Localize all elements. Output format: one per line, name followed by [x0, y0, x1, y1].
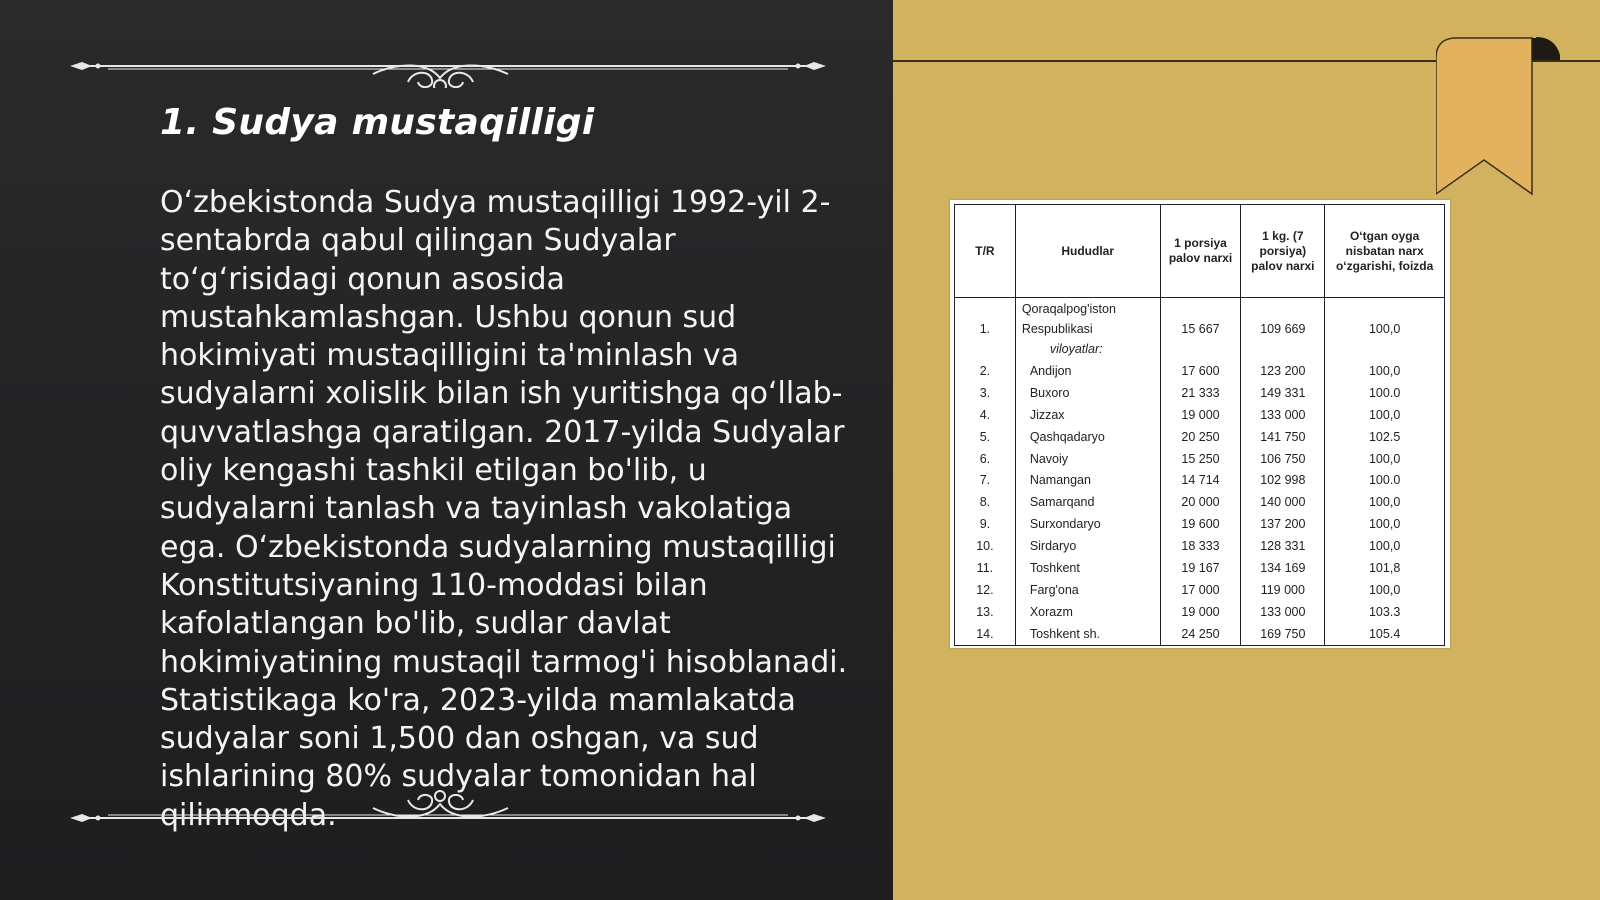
kg-price: 109 669 — [1241, 298, 1325, 361]
price-change: 102.5 — [1325, 426, 1445, 448]
row-number: 7. — [955, 469, 1016, 491]
region-name: Samarqand — [1015, 491, 1160, 513]
price-change: 100,0 — [1325, 448, 1445, 470]
row-number: 13. — [955, 601, 1016, 623]
row-number: 5. — [955, 426, 1016, 448]
row-number: 6. — [955, 448, 1016, 470]
price-change: 100,0 — [1325, 360, 1445, 382]
region-name: Toshkent sh. — [1015, 623, 1160, 645]
portion-price: 21 333 — [1160, 382, 1241, 404]
table-row — [955, 360, 1445, 382]
kg-price: 140 000 — [1241, 491, 1325, 513]
price-change: 100,0 — [1325, 404, 1445, 426]
kg-price: 137 200 — [1241, 513, 1325, 535]
portion-price: 20 000 — [1160, 491, 1241, 513]
region-name: Navoiy — [1015, 448, 1160, 470]
bookmark-ribbon-icon — [1436, 36, 1560, 198]
column-header: 1 porsiya palov narxi — [1160, 205, 1241, 298]
portion-price: 17 600 — [1160, 360, 1241, 382]
portion-price: 14 714 — [1160, 469, 1241, 491]
table-row — [955, 382, 1445, 404]
kg-price: 141 750 — [1241, 426, 1325, 448]
price-change: 100,0 — [1325, 535, 1445, 557]
portion-price: 19 000 — [1160, 404, 1241, 426]
portion-price: 15 250 — [1160, 448, 1241, 470]
kg-price: 128 331 — [1241, 535, 1325, 557]
price-change: 100,0 — [1325, 491, 1445, 513]
table-row — [955, 469, 1445, 491]
portion-price: 19 167 — [1160, 557, 1241, 579]
table-header-row — [955, 205, 1445, 298]
region-name: Qashqadaryo — [1015, 426, 1160, 448]
region-name: Namangan — [1015, 469, 1160, 491]
table-row — [955, 623, 1445, 645]
table-row — [955, 491, 1445, 513]
region-name: Qoraqalpog'iston Respublikasi — [1021, 302, 1116, 336]
kg-price: 133 000 — [1241, 404, 1325, 426]
portion-price: 19 000 — [1160, 601, 1241, 623]
row-number: 3. — [955, 382, 1016, 404]
column-header: 1 kg. (7 porsiya) palov narxi — [1241, 205, 1325, 298]
table-row — [955, 448, 1445, 470]
region-name: Surxondaryo — [1015, 513, 1160, 535]
kg-price: 134 169 — [1241, 557, 1325, 579]
table-row — [955, 579, 1445, 601]
price-change: 103.3 — [1325, 601, 1445, 623]
region-name: Xorazm — [1015, 601, 1160, 623]
slide-body-text: O‘zbekistonda Sudya mustaqilligi 1992-yil 2-sentabrda qabul qilingan Sudyalar to‘g‘risidagi qonun asosida mustahkamlashgan. Ushbu qonun sud hokimiyati mustaqilligini ta'minlash va sudyalarni xolislik bilan ish yuritishga qo‘llab-quvvatlashga qaratilgan. 2017-yilda Sudyalar oliy kengashi tashkil etilgan bo'lib, u sudyalarni tanlash va tayinlash vakolatiga ega. O‘zbekistonda sudyalarning mustaqilligi Konstitutsiyaning 110-moddasi bilan kafolatlangan bo'lib, sudlar davlat hokimiyatining mustaqil tarmog'i hisoblanadi. Statistikaga ko'ra, 2023-yilda mamlakatda sudyalar soni 1,500 dan oshgan, va sud ishlarining 80% sudyalar tomonidan hal qilinmoqda. — [160, 185, 848, 833]
price-table-image — [950, 200, 1450, 648]
column-header: Hududlar — [1015, 205, 1160, 298]
kg-price: 133 000 — [1241, 601, 1325, 623]
column-header: O‘tgan oyga nisbatan narx o‘zgarishi, foizda — [1325, 205, 1445, 298]
region-cell — [1015, 298, 1160, 361]
portion-price: 18 333 — [1160, 535, 1241, 557]
table-row — [955, 535, 1445, 557]
portion-price: 20 250 — [1160, 426, 1241, 448]
kg-price: 149 331 — [1241, 382, 1325, 404]
portion-price: 24 250 — [1160, 623, 1241, 645]
price-change: 100,0 — [1325, 513, 1445, 535]
palov-price-table — [954, 204, 1445, 646]
row-number: 9. — [955, 513, 1016, 535]
price-change: 100,0 — [1325, 298, 1445, 361]
row-number: 1. — [955, 298, 1016, 361]
price-change: 101,8 — [1325, 557, 1445, 579]
scroll-divider-icon — [68, 48, 828, 88]
column-header: T/R — [955, 205, 1016, 298]
table-row — [955, 557, 1445, 579]
row-number: 2. — [955, 360, 1016, 382]
price-change: 100.0 — [1325, 469, 1445, 491]
table-row — [955, 404, 1445, 426]
region-name: Toshkent — [1015, 557, 1160, 579]
row-number: 10. — [955, 535, 1016, 557]
kg-price: 123 200 — [1241, 360, 1325, 382]
kg-price: 102 998 — [1241, 469, 1325, 491]
row-number: 14. — [955, 623, 1016, 645]
region-name: Sirdaryo — [1015, 535, 1160, 557]
price-change: 100.0 — [1325, 382, 1445, 404]
table-row — [955, 513, 1445, 535]
region-name: Farg'ona — [1015, 579, 1160, 601]
region-name: Buxoro — [1015, 382, 1160, 404]
kg-price: 119 000 — [1241, 579, 1325, 601]
table-row — [955, 601, 1445, 623]
price-change: 105.4 — [1325, 623, 1445, 645]
row-number: 12. — [955, 579, 1016, 601]
portion-price: 17 000 — [1160, 579, 1241, 601]
table-row — [955, 426, 1445, 448]
row-number: 11. — [955, 557, 1016, 579]
region-subheading: viloyatlar: — [1049, 342, 1103, 356]
row-number: 8. — [955, 491, 1016, 513]
kg-price: 169 750 — [1241, 623, 1325, 645]
portion-price: 19 600 — [1160, 513, 1241, 535]
region-name: Jizzax — [1015, 404, 1160, 426]
kg-price: 106 750 — [1241, 448, 1325, 470]
region-name: Andijon — [1015, 360, 1160, 382]
row-number: 4. — [955, 404, 1016, 426]
slide-title: 1. Sudya mustaqilligi — [160, 102, 595, 143]
table-row — [955, 298, 1445, 361]
price-change: 100,0 — [1325, 579, 1445, 601]
scroll-divider-icon — [68, 790, 828, 830]
portion-price: 15 667 — [1160, 298, 1241, 361]
